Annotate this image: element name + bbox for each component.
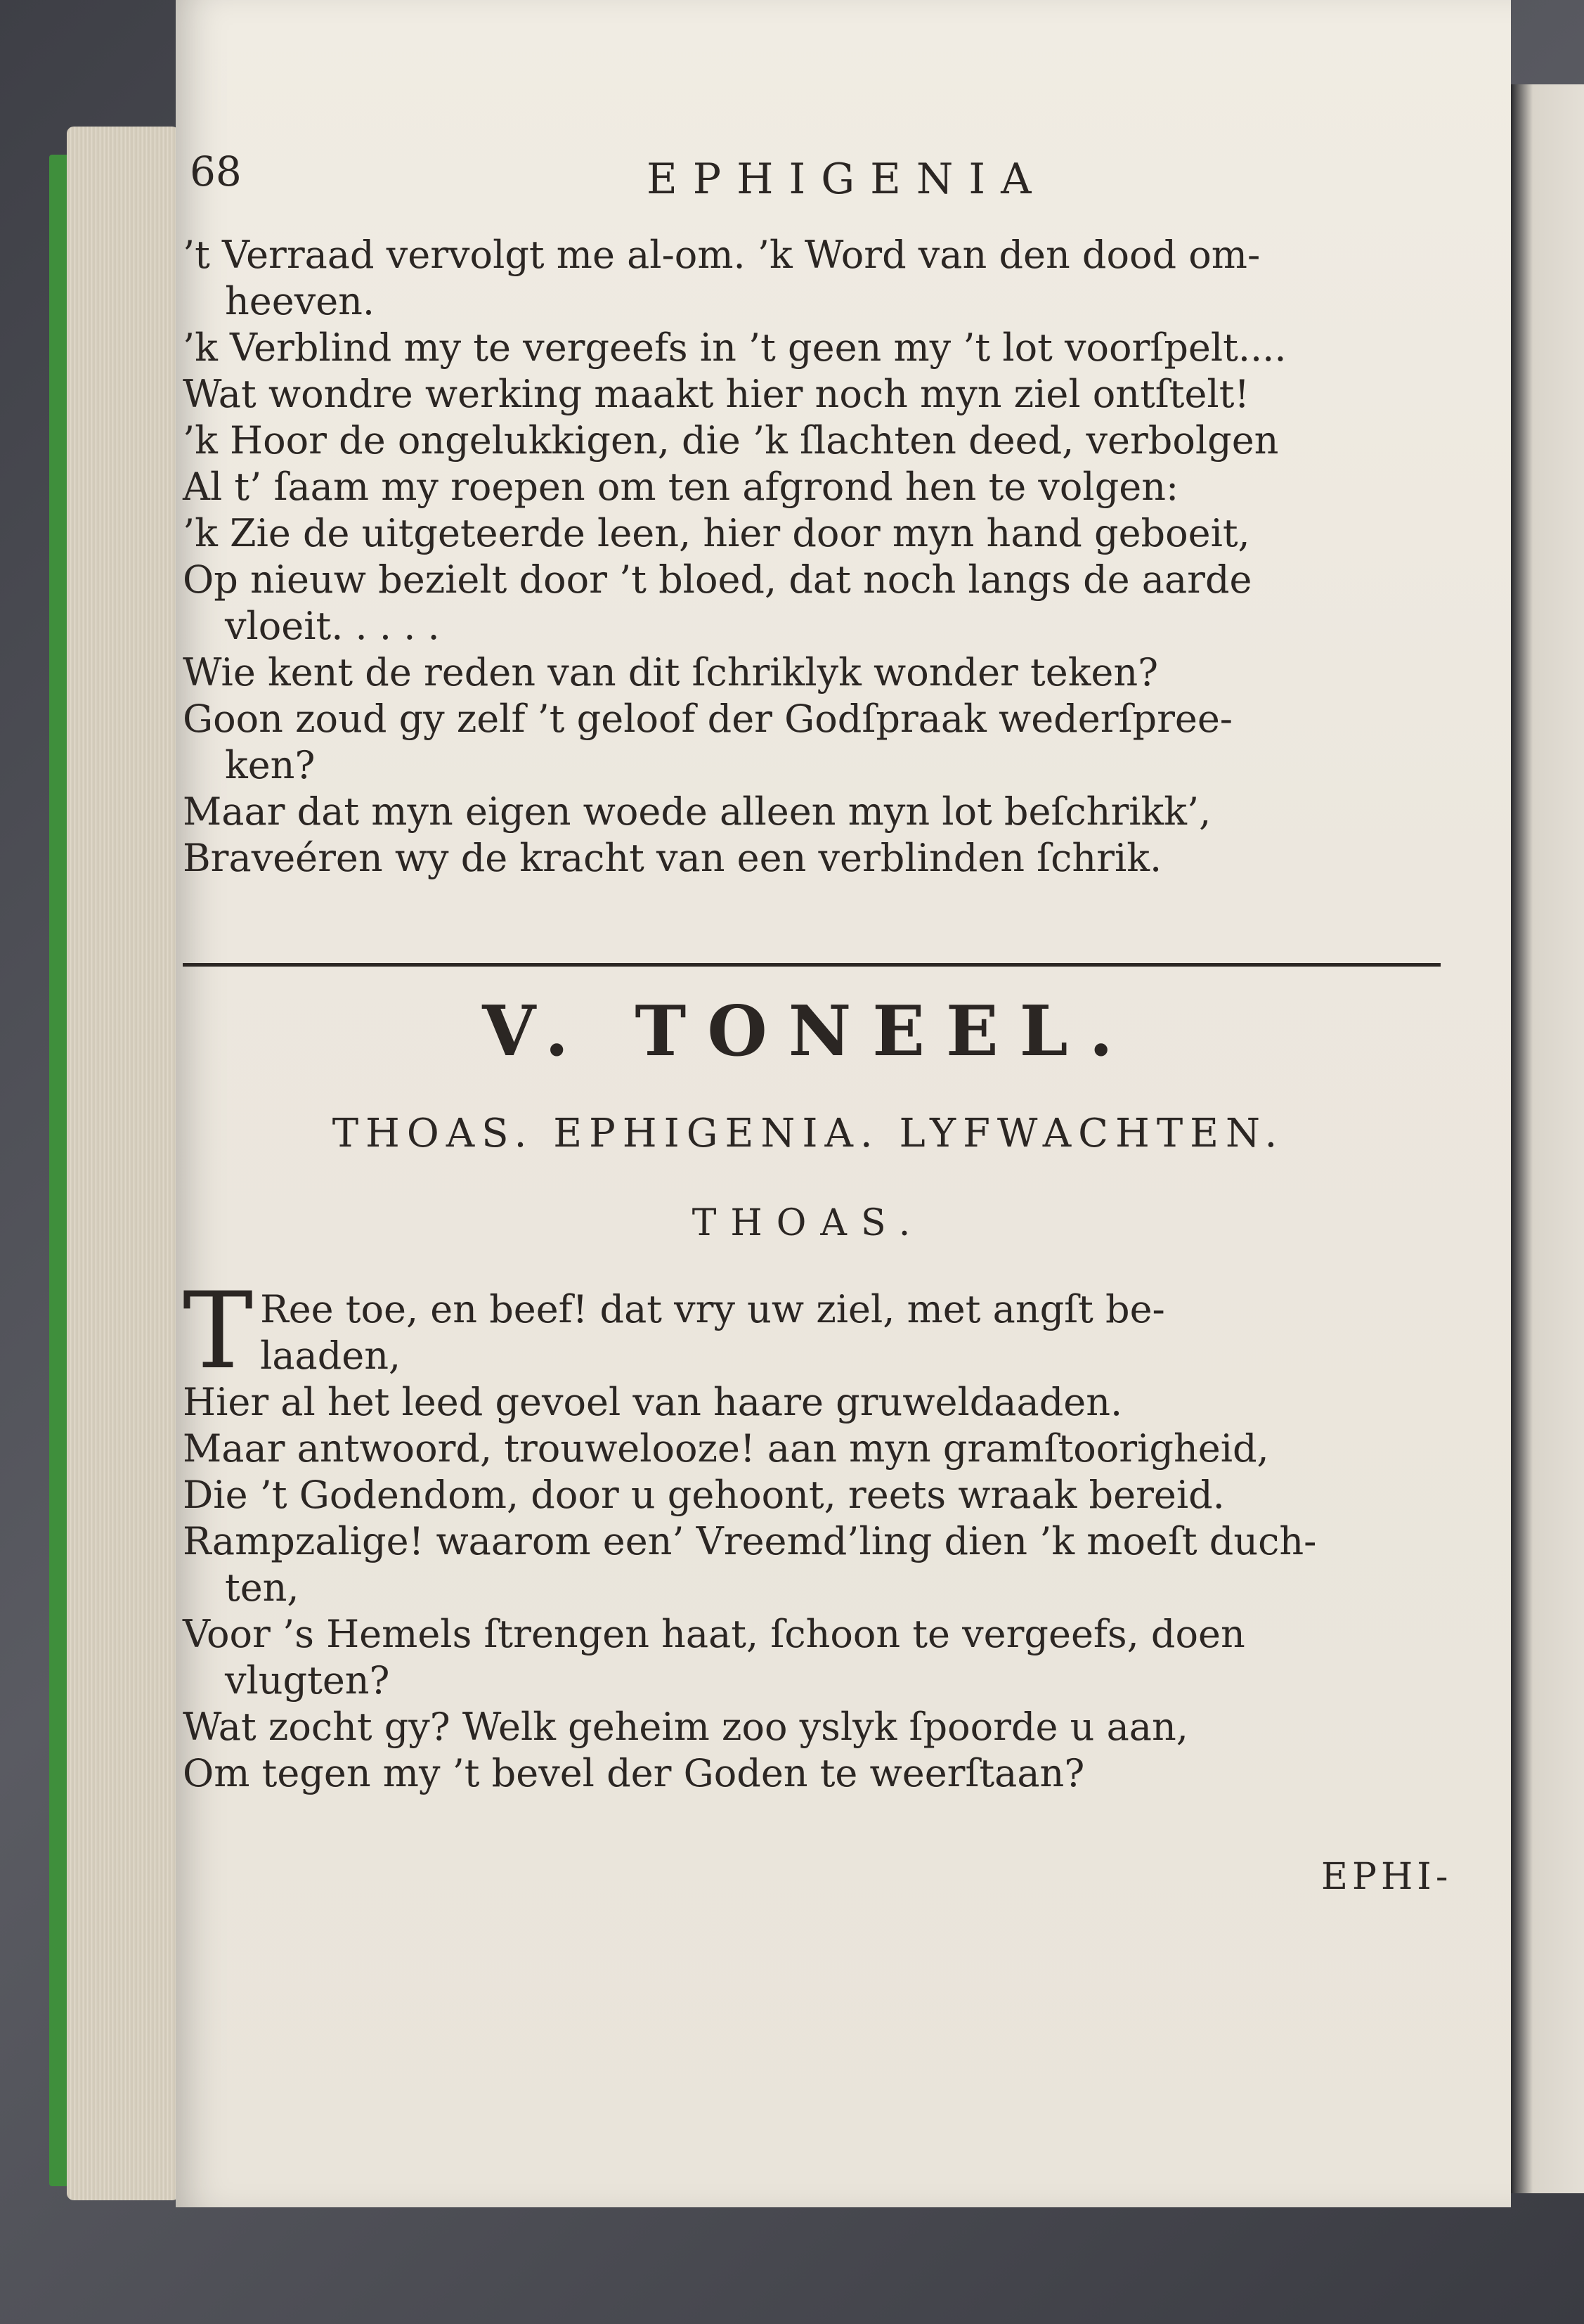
drop-cap: T [183,1270,254,1393]
verse-line: heeven. [225,279,375,323]
verse-line: Die ’t Godendom, door u gehoont, reets wraak bereid. [183,1473,1225,1517]
verse-line: Voor ’s Hemels ſtrengen haat, ſchoon te vergeefs, doen [183,1612,1245,1656]
verse-line: Wie kent de reden van dit ſchriklyk wonder teken? [183,650,1159,695]
verse-line: Om tegen my ’t bevel der Goden te weerſtaan? [183,1751,1085,1795]
verse-line: Ree toe, en beef! dat vry uw ziel, met angſt be- [260,1287,1165,1331]
running-head: EPHIGENIA [647,155,1047,204]
verse-line: laaden, [260,1334,401,1378]
verse-line: ’k Verblind my te vergeefs in ’t geen my ’t lot voorſpelt.... [183,325,1287,370]
verse-line: vlugten? [225,1658,390,1703]
page-number: 68 [190,148,242,195]
verse-line: Braveéren wy de kracht van een verblinden ſchrik. [183,836,1162,880]
section-rule [183,963,1441,967]
verse-line: ’t Verraad vervolgt me al-om. ’k Word van den dood om- [183,233,1261,277]
verse-line: Wat wondre werking maakt hier noch myn ziel ontſtelt! [183,372,1250,416]
verse-line: ten, [225,1566,299,1610]
facing-page-edge [1511,84,1584,2193]
verse-bottom [183,1270,1434,1797]
page-header [183,148,1434,225]
verse-line: Maar dat myn eigen woede alleen myn lot beſchrikk’, [183,789,1212,834]
character-list: THOAS. EPHIGENIA. LYFWACHTEN. [332,1111,1285,1156]
verse-line: Op nieuw bezielt door ’t bloed, dat noch langs de aarde [183,557,1252,602]
verse-line: Maar antwoord, trouwelooze! aan myn gramſtoorigheid, [183,1426,1269,1471]
verse-line: vloeit. . . . . [225,604,440,648]
verse-line: Rampzalige! waarom een’ Vreemd’ling dien ’k moeſt duch- [183,1519,1317,1563]
verse-line: ken? [225,743,316,787]
speaker-name: THOAS. [692,1202,925,1244]
verse-line: Wat zocht gy? Welk geheim zoo yslyk ſpoorde u aan, [183,1705,1188,1749]
page-edges [67,127,179,2200]
verse-line: Goon zoud gy zelf ’t geloof der Godſpraak wederſpree- [183,697,1233,741]
verse-line: ’k Zie de uitgeteerde leen, hier door myn hand geboeit, [183,511,1250,555]
scene-title: V. TONEEL. [482,991,1134,1072]
verse-line: ’k Hoor de ongelukkigen, die ’k ſlachten deed, verbolgen [183,418,1279,463]
verse-line: Hier al het leed gevoel van haare gruweldaaden. [183,1380,1123,1424]
catchword: EPHI- [1321,1856,1453,1898]
verse-top [183,232,1434,882]
verse-line: Al t’ ſaam my roepen om ten afgrond hen te volgen: [183,465,1179,509]
